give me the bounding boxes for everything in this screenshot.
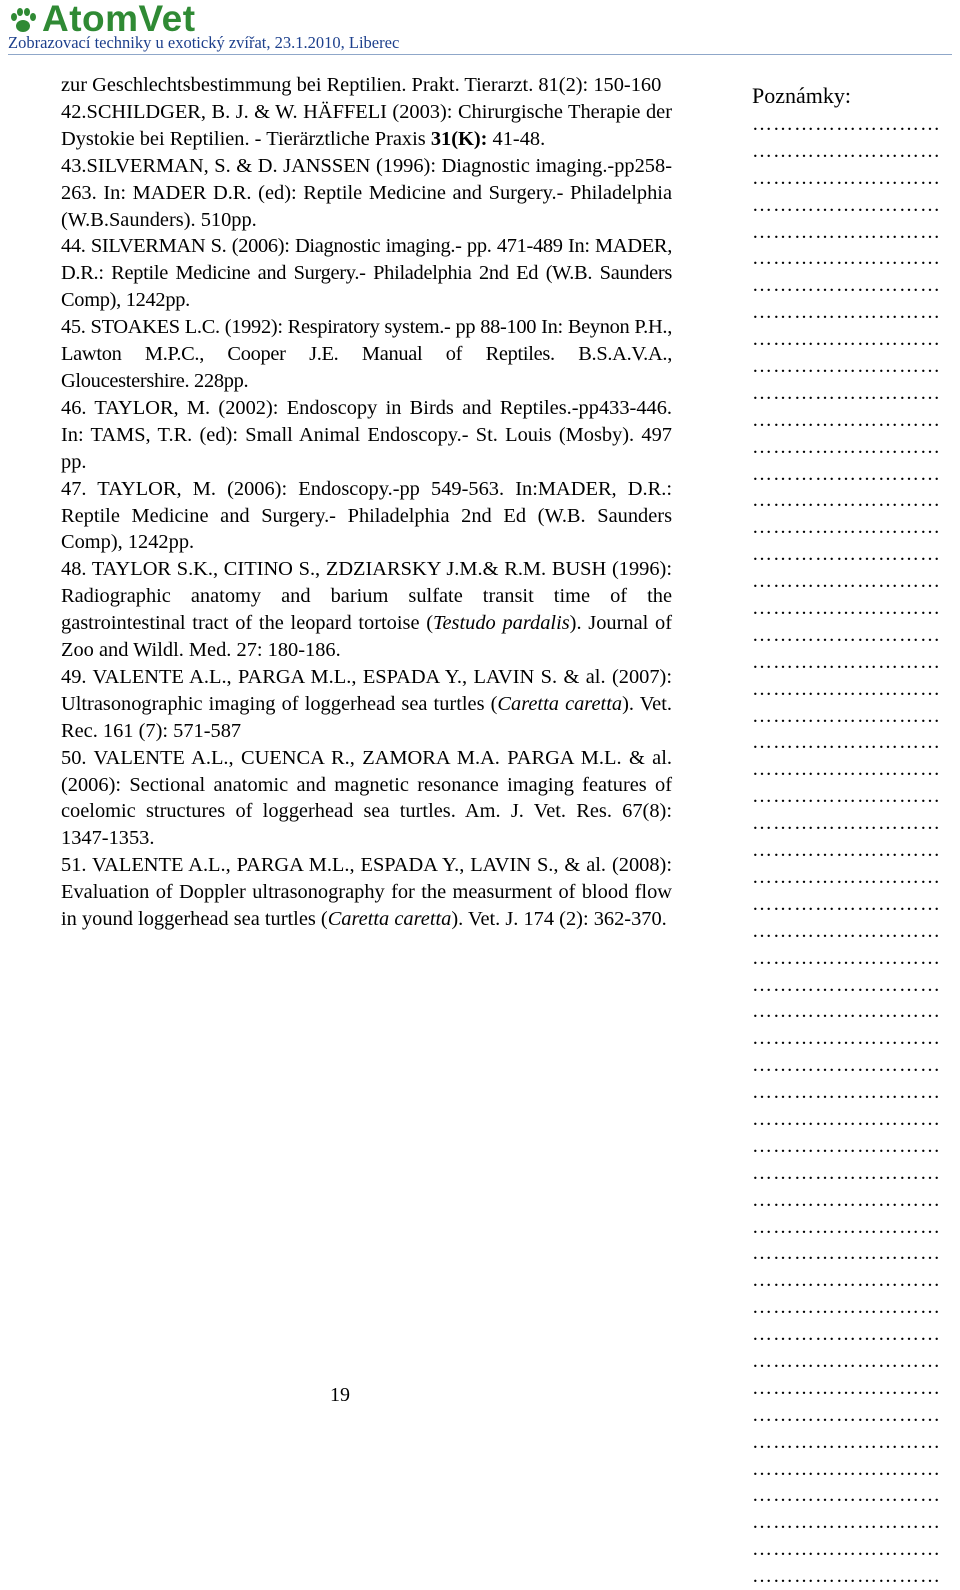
notes-lines [752,111,957,1590]
notes-dotted-line: ……………………… [752,381,941,404]
reference-entry [61,99,672,153]
notes-dotted-line: ……………………… [752,1027,941,1050]
reference-text: 49. VALENTE A.L., PARGA M.L., ESPADA Y., LAVIN S. & al. (2007): Ultrasonographic imaging of loggerhead sea turtles ( [61,665,672,715]
notes-dotted-line: ……………………… [752,892,941,915]
page-number: 19 [330,1384,350,1406]
notes-dotted-line: ……………………… [752,731,941,754]
notes-dotted-line: ……………………… [752,1430,941,1453]
notes-dotted-line: ……………………… [752,435,941,458]
reference-text: 31(K): [430,127,488,150]
notes-dotted-line: ……………………… [752,1269,941,1292]
notes-dotted-line: ……………………… [752,543,941,566]
notes-dotted-line: ……………………… [752,1054,941,1077]
header-subtitle: Zobrazovací techniky u exotický zvířat, 23.1.2010, Liberec [8,33,400,52]
notes-dotted-line: ……………………… [752,1161,941,1184]
reference-text: 51. VALENTE A.L., PARGA M.L., ESPADA Y., LAVIN S., & al. (2008): Evaluation of Doppler ultrasonography for the measurment of blood flow in yound loggerhead sea turtles ( [61,854,672,931]
notes-title: Poznámky: [752,83,851,108]
species-name: Caretta caretta [497,692,623,715]
notes-dotted-line: ……………………… [752,1296,941,1319]
logo-text: AtomVet [42,0,196,39]
notes-dotted-line: ……………………… [752,328,941,351]
atomvet-logo [8,0,958,39]
notes-dotted-line: ……………………… [752,946,941,969]
reference-text: ). Journal of Zoo and Wildl. Med. 27: 180-186. [61,612,672,662]
notes-dotted-line: ……………………… [752,973,941,996]
paw-icon [8,6,38,36]
notes-dotted-line: ……………………… [752,247,941,270]
notes-dotted-line: ……………………… [752,1565,941,1588]
notes-dotted-line: ……………………… [752,597,941,620]
species-name: Testudo pardalis [433,612,570,635]
header-divider [8,54,952,55]
notes-dotted-line: ……………………… [752,570,941,593]
notes-dotted-line: ……………………… [752,1107,941,1130]
reference-text: 50. VALENTE A.L., CUENCA R., ZAMORA M.A. PARGA M.L. & al. (2006): Sectional anatomic and magnetic resonance imaging features of coelomic structures of loggerhead sea turtles. Am. J. Vet. Res. 67(8): 1347-1353. [61,746,672,850]
notes-dotted-line: ……………………… [752,1323,941,1346]
species-name: Caretta caretta [327,908,452,931]
notes-dotted-line: ……………………… [752,839,941,862]
reference-text: 47. TAYLOR, M. (2006): Endoscopy.-pp 549-563. In:MADER, D.R.: Reptile Medicine and Surgery.- Philadelphia 2nd Ed (W.B. Saunders Comp), 1242pp. [61,477,672,554]
notes-dotted-line: ……………………… [752,1134,941,1157]
reference-text: 41-48. [487,127,546,150]
notes-dotted-line: ……………………… [752,1081,941,1104]
notes-dotted-line: ……………………… [752,274,941,297]
notes-dotted-line: ……………………… [752,1376,941,1399]
notes-dotted-line: ……………………… [752,1457,941,1480]
reference-entry [61,395,672,476]
notes-dotted-line: ……………………… [752,139,941,162]
notes-dotted-line: ……………………… [752,758,941,781]
notes-dotted-line: ……………………… [752,865,941,888]
notes-dotted-line: ……………………… [752,462,941,485]
notes-dotted-line: ……………………… [752,650,941,673]
reference-entry [61,852,672,933]
reference-text: 48. TAYLOR S.K., CITINO S., ZDZIARSKY J.M.& R.M. BUSH (1996): Radiographic anatomy and barium sulfate transit time of the gastrointestinal tract of the leopard tortoise ( [61,558,672,635]
reference-text: 43.SILVERMAN, S. & D. JANSSEN (1996): Diagnostic imaging.-pp258-263. In: MADER D.R. (ed): Reptile Medicine and Surgery.- Philadelphia (W.B.Saunders). 510pp. [61,154,672,231]
reference-text: 42.SCHILDGER, B. J. & W. HÄFFELI (2003): Chirurgische Therapie der Dystokie bei Reptilien. - Tierärztliche Praxis [61,100,672,150]
reference-entry [61,233,672,314]
reference-entry [61,556,672,664]
notes-column [752,82,957,1590]
page-header [8,0,958,52]
reference-text: 46. TAYLOR, M. (2002): Endoscopy in Birds and Reptiles.-pp433-446. In: TAMS, T.R. (ed): Small Animal Endoscopy.- St. Louis (Mosby). 497 pp. [61,396,672,473]
reference-entry [61,72,672,99]
notes-dotted-line: ……………………… [752,623,941,646]
notes-dotted-line: ……………………… [752,1349,941,1372]
notes-dotted-line: ……………………… [752,301,941,324]
reference-entry [61,476,672,557]
notes-dotted-line: ……………………… [752,1000,941,1023]
notes-dotted-line: ……………………… [752,1242,941,1265]
reference-entry [61,314,672,395]
notes-dotted-line: ……………………… [752,1188,941,1211]
reference-text: ). Vet. J. 174 (2): 362-370. [451,908,667,931]
notes-dotted-line: ……………………… [752,1215,941,1238]
notes-dotted-line: ……………………… [752,1403,941,1426]
notes-dotted-line: ……………………… [752,408,941,431]
notes-dotted-line: ……………………… [752,785,941,808]
notes-dotted-line: ……………………… [752,704,941,727]
notes-dotted-line: ……………………… [752,193,941,216]
notes-dotted-line: ……………………… [752,812,941,835]
notes-dotted-line: ……………………… [752,355,941,378]
reference-entry [61,153,672,234]
notes-dotted-line: ……………………… [752,220,941,243]
notes-dotted-line: ……………………… [752,166,941,189]
notes-dotted-line: ……………………… [752,1484,941,1507]
notes-dotted-line: ……………………… [752,1511,941,1534]
notes-dotted-line: ……………………… [752,113,941,135]
reference-list [61,72,672,933]
notes-dotted-line: ……………………… [752,1538,941,1561]
reference-text: 45. STOAKES L.C. (1992): Respiratory system.- pp 88-100 In: Beynon P.H., Lawton M.P.C., Cooper J.E. Manual of Reptiles. B.S.A.V.A., Gloucestershire. 228pp. [61,316,672,392]
reference-entry [61,664,672,745]
notes-dotted-line: ……………………… [752,516,941,539]
notes-dotted-line: ……………………… [752,677,941,700]
reference-entry [61,745,672,853]
notes-dotted-line: ……………………… [752,489,941,512]
notes-dotted-line: ……………………… [752,919,941,942]
reference-text: zur Geschlechtsbestimmung bei Reptilien. Prakt. Tierarzt. 81(2): 150-160 [61,74,662,96]
reference-text: ). Vet. Rec. 161 (7): 571-587 [61,692,672,742]
reference-text: 44. SILVERMAN S. (2006): Diagnostic imaging.- pp. 471-489 In: MADER, D.R.: Reptile Medicine and Surgery.- Philadelphia 2nd Ed (W.B. Saunders Comp), 1242pp. [61,235,672,312]
